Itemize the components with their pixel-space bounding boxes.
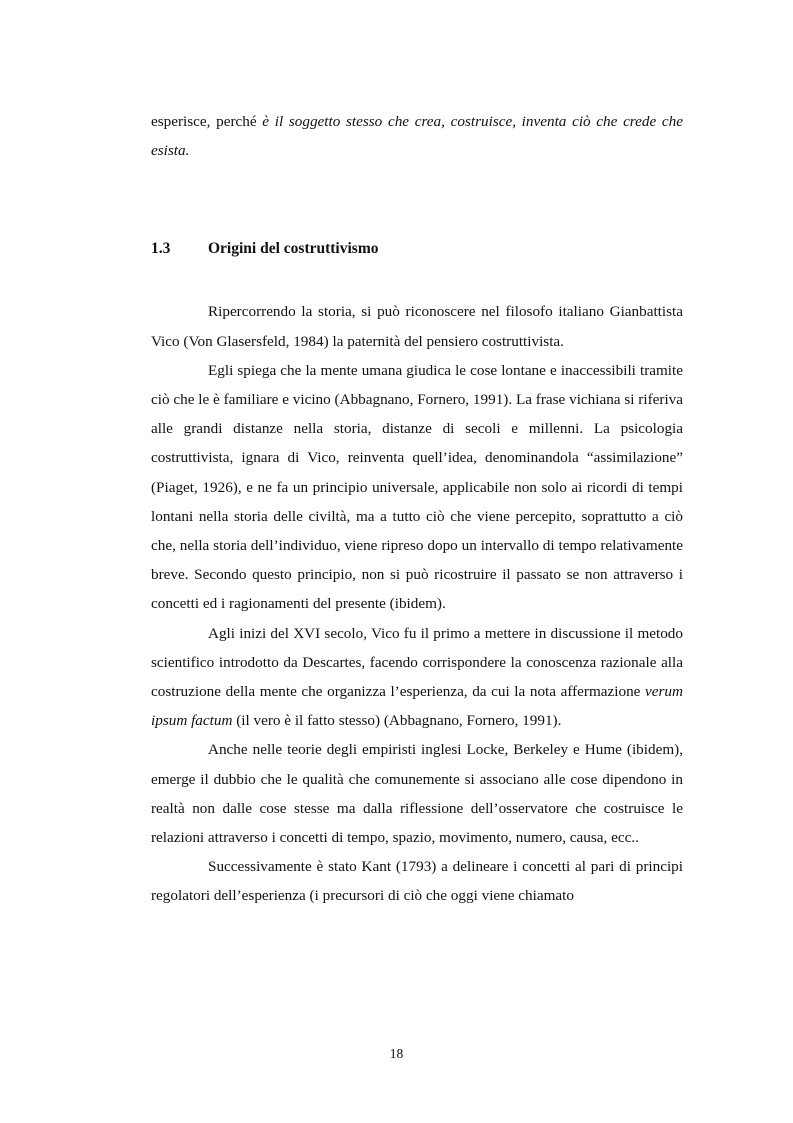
section-number: 1.3 [151,240,171,258]
paragraph-empiricists: Anche nelle teorie degli empiristi inglesi Locke, Berkeley e Hume (ibidem), emerge il dubbio che le qualità che comunemente si associano alle cose dipendono in realtà non dalle cose stesse ma dalla riflessione dell’osservatore che costruisce le relazioni attraverso i concetti di tempo, spazio, movimento, numero, causa, ecc.. [151,741,683,847]
paragraph-verum-factum [151,619,683,736]
intro-lead: esperisce, perché [151,113,263,130]
paragraph-kant: Successivamente è stato Kant (1793) a delineare i concetti al pari di principi regolatori dell’esperienza (i precursori di ciò che oggi viene chiamato [151,858,683,905]
vico-before: Agli inizi del XVI secolo, Vico fu il primo a mettere in discussione il metodo scientifico introdotto da Descartes, facendo corrispondere la conoscenza razionale alla costruzione della mente che organizza l’esperienza, da cui la nota affermazione [151,624,683,701]
paragraph-assimilation: Egli spiega che la mente umana giudica le cose lontane e inaccessibili tramite ciò che le è familiare e vicino (Abbagnano, Fornero, 1991). La frase vichiana si riferiva alle grandi distanze nella storia, distanze di secoli e millenni. La psicologia costruttivista, ignara di Vico, reinventa quell’idea, denominandola “assimilazione” (Piaget, 1926), e ne fa un principio universale, applicabile non solo ai ricordi di tempi lontani nella storia delle civiltà, ma a tutto ciò che viene percepito, soprattutto a ciò che, nella storia dell’individuo, viene ripreso dopo un intervallo di tempo relativamente breve. Secondo questo principio, non si può ricostruire il passato se non attraverso i concetti ed i ragionamenti del presente (ibidem). [151,361,683,613]
vico-after: (il vero è il fatto stesso) (Abbagnano, Fornero, 1991). [232,712,562,730]
page-body [151,107,683,911]
intro-italic: è il soggetto stesso che crea, costruisce, inventa ciò che crede che esista. [151,113,683,160]
intro-paragraph [151,107,683,165]
page-number: 18 [389,1046,404,1061]
section-title: Origini del costruttivismo [208,240,379,258]
vico-italic: verum ipsum factum [151,683,683,730]
section-heading [151,240,683,258]
paragraph-vico-origin: Ripercorrendo la storia, si può riconoscere nel filosofo italiano Gianbattista Vico (Von Glasersfeld, 1984) la paternità del pensiero costruttivista. [151,303,683,350]
